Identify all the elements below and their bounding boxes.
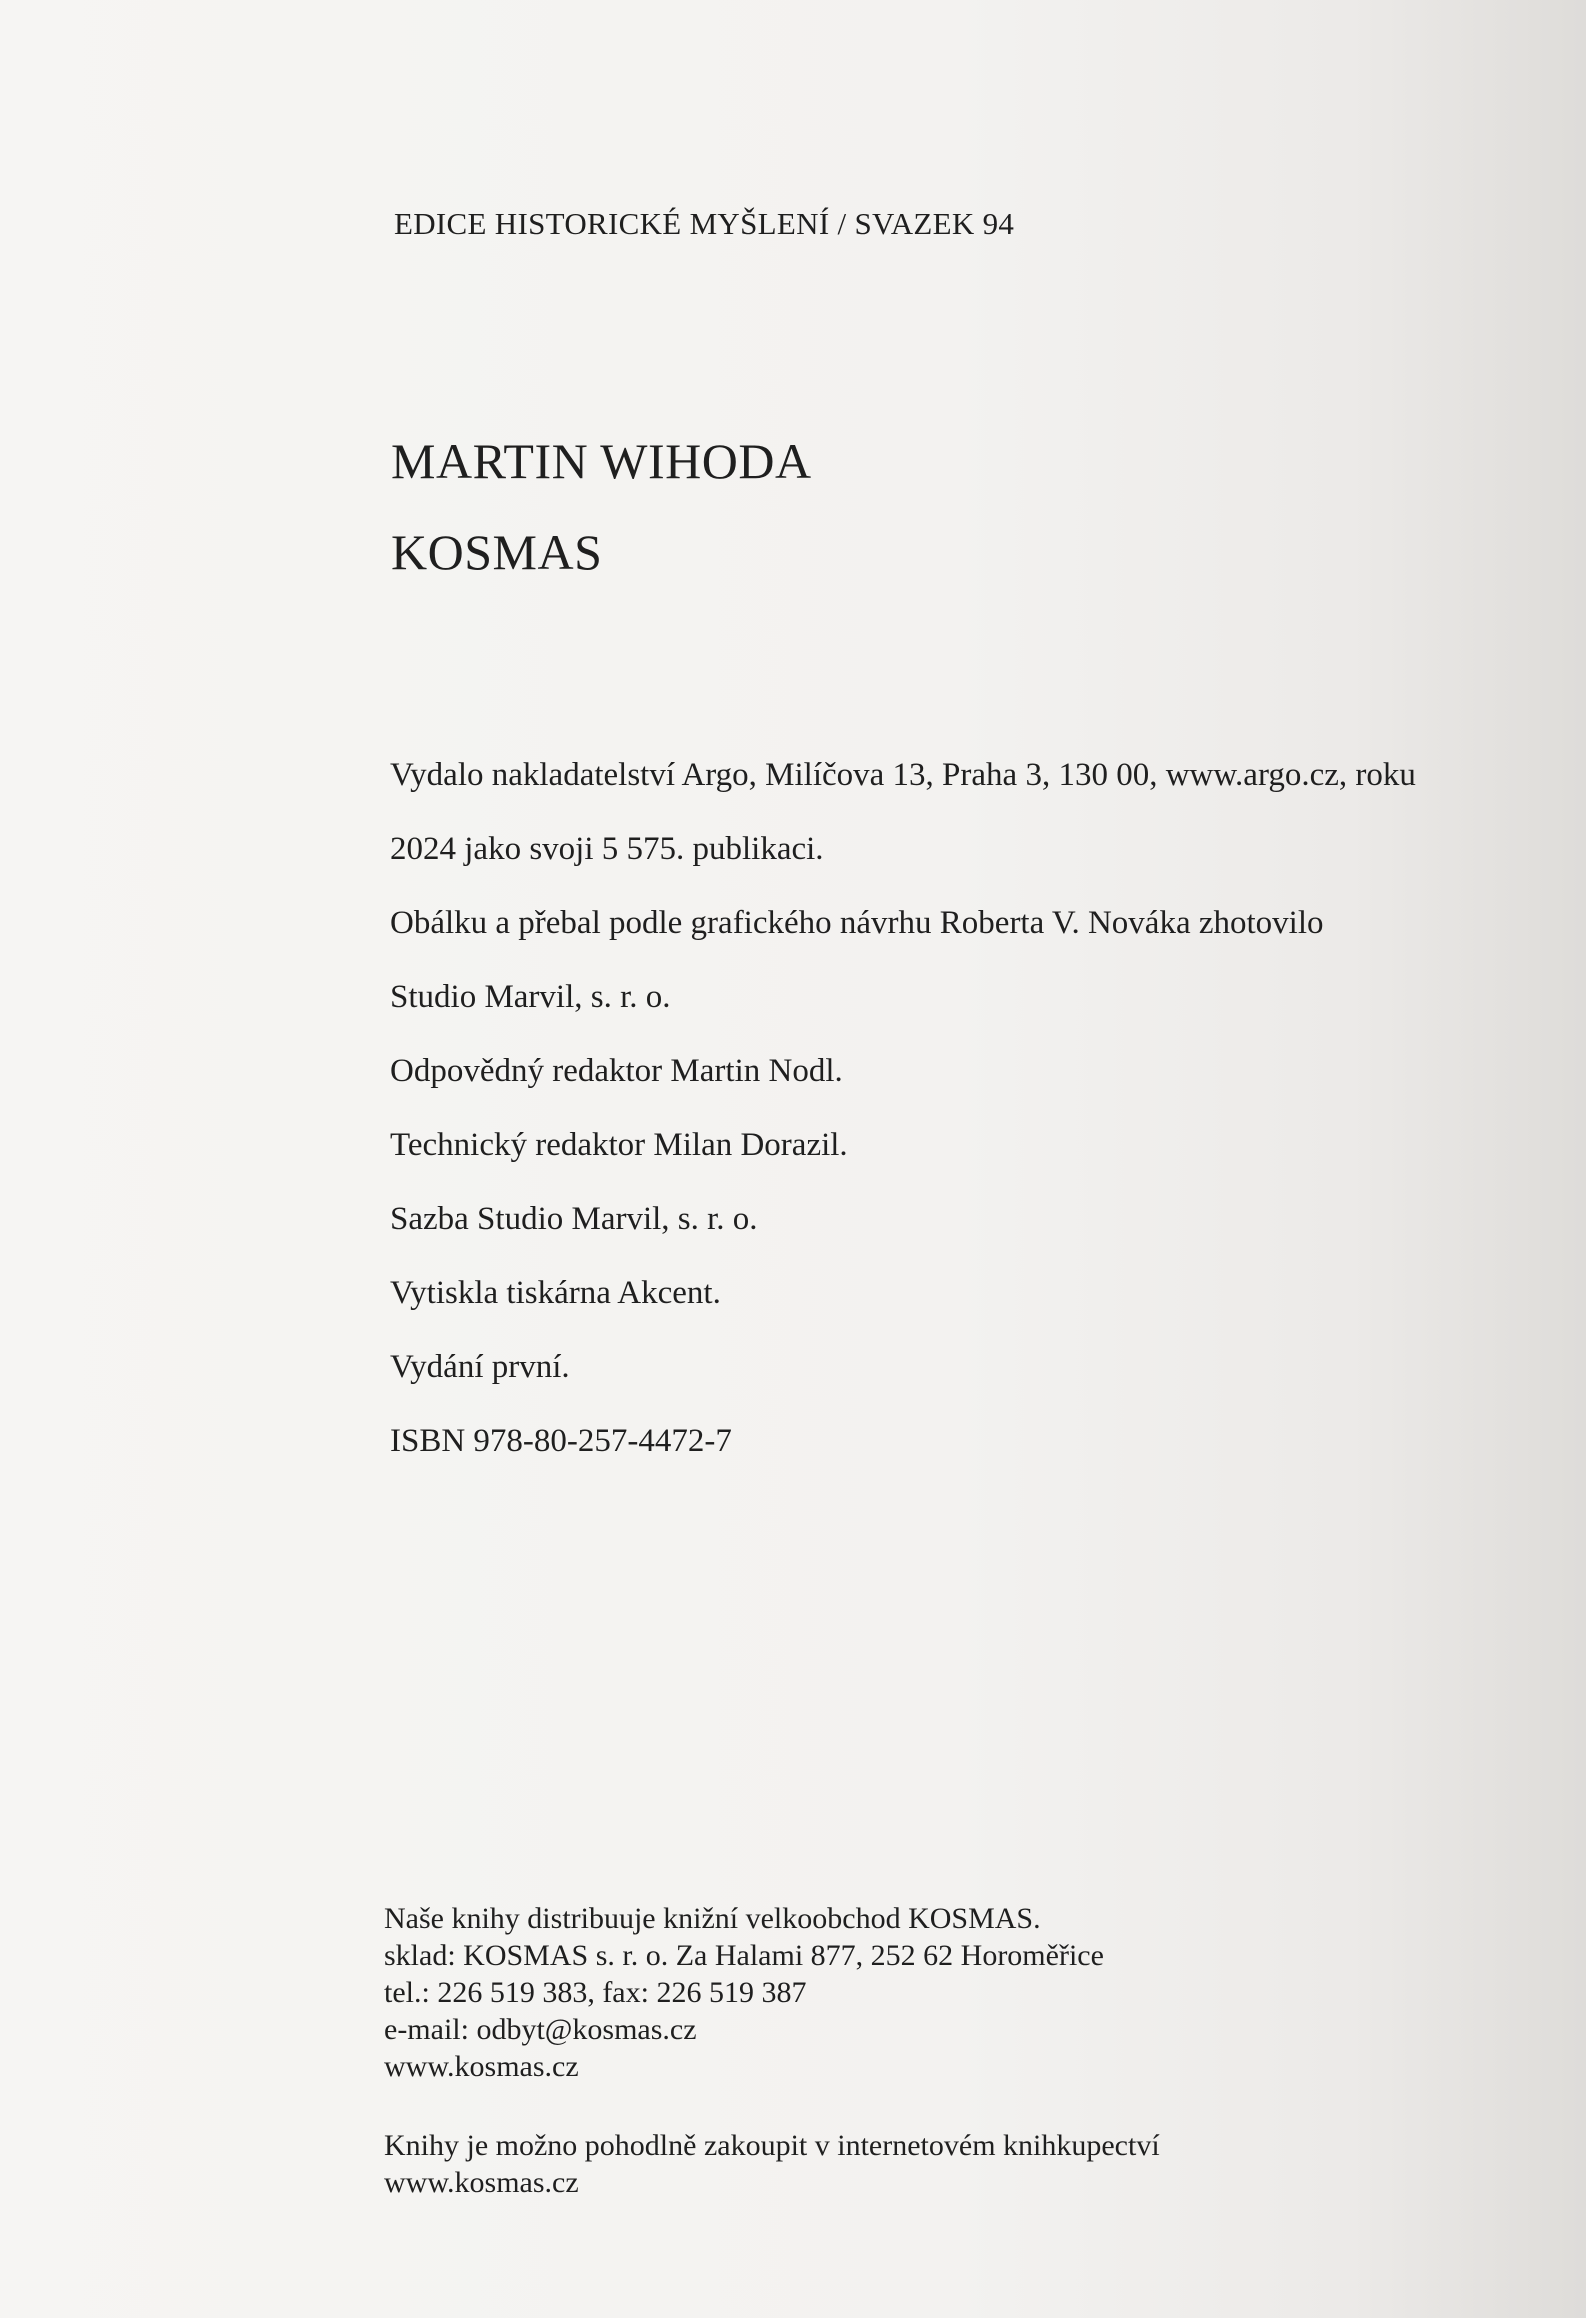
imprint-block [390,738,1570,1478]
shop-website: www.kosmas.cz [384,2166,579,2199]
distribution-block [384,1900,1104,2085]
isbn-line: ISBN 978-80-257-4472-7 [390,1423,732,1459]
imprint-line: Obálku a přebal podle grafického návrhu Roberta V. Nováka zhotovilo [390,905,1324,941]
shop-block [384,2127,1160,2201]
imprint-line: Sazba Studio Marvil, s. r. o. [390,1201,758,1237]
imprint-line: Vydání první. [390,1349,570,1385]
imprint-line: Technický redaktor Milan Dorazil. [390,1127,848,1163]
series-line: EDICE HISTORICKÉ MYŠLENÍ / SVAZEK 94 [394,206,1015,241]
distribution-email: e-mail: odbyt@kosmas.cz [384,2013,697,2046]
imprint-line: 2024 jako svoji 5 575. publikaci. [390,831,824,867]
author-name: MARTIN WIHODA [391,433,812,489]
distribution-line: tel.: 226 519 383, fax: 226 519 387 [384,1976,807,2009]
distribution-line: sklad: KOSMAS s. r. o. Za Halami 877, 252 62 Horoměřice [384,1939,1104,1972]
distribution-website: www.kosmas.cz [384,2050,579,2083]
imprint-line: Odpovědný redaktor Martin Nodl. [390,1053,843,1089]
imprint-line: Vydalo nakladatelství Argo, Milíčova 13, Praha 3, 130 00, www.argo.cz, roku [390,757,1416,793]
imprint-line: Vytiskla tiskárna Akcent. [390,1275,721,1311]
distribution-line: Naše knihy distribuuje knižní velkoobchod KOSMAS. [384,1902,1041,1935]
imprint-line: Studio Marvil, s. r. o. [390,979,671,1015]
shop-line: Knihy je možno pohodlně zakoupit v internetovém knihkupectví [384,2129,1160,2162]
book-title: KOSMAS [391,524,603,580]
